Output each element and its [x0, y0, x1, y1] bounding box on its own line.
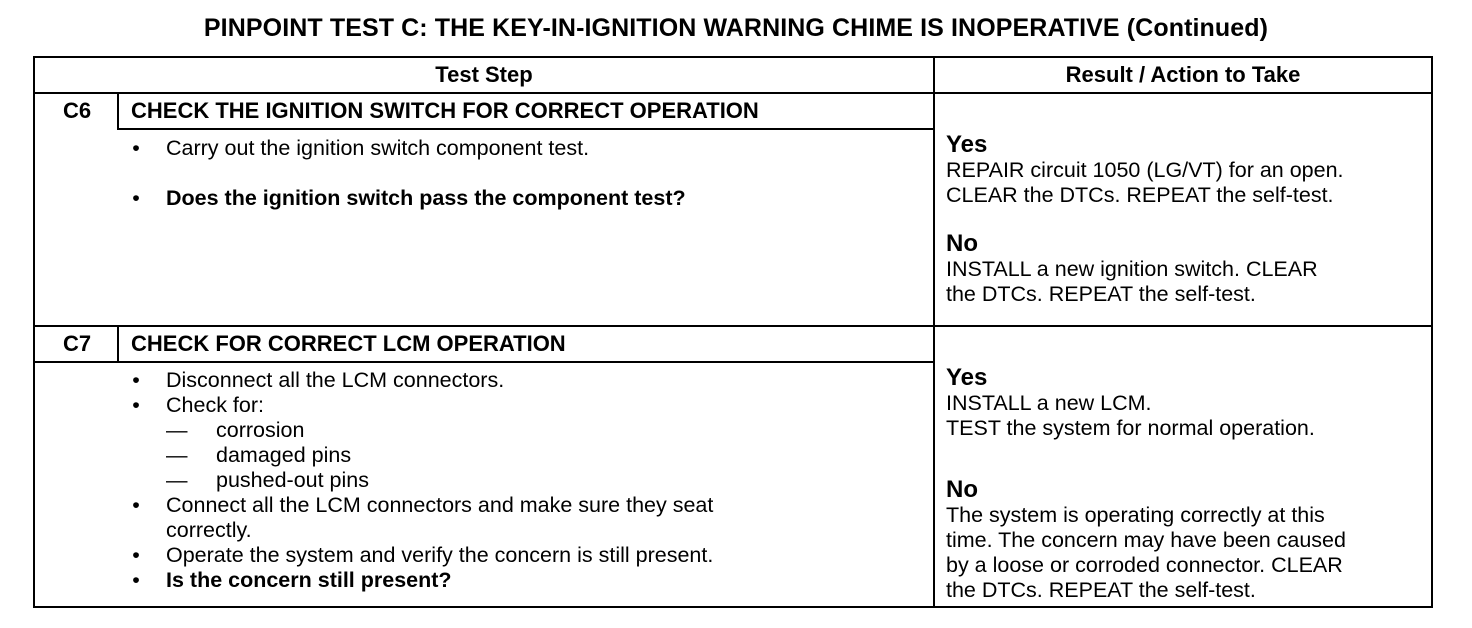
step-c6-instructions	[132, 136, 686, 211]
bullet-icon: •	[132, 136, 140, 160]
step-title-c6: CHECK THE IGNITION SWITCH FOR CORRECT OPERATION	[131, 98, 759, 123]
step-title-c7: CHECK FOR CORRECT LCM OPERATION	[131, 331, 566, 356]
dash-icon: —	[166, 468, 188, 492]
list-item: • Check for:	[166, 393, 713, 418]
header-result: Result / Action to Take	[1065, 62, 1301, 87]
list-item: — corrosion	[166, 418, 305, 442]
bullet-icon: •	[132, 543, 140, 567]
result-line: CLEAR the DTCs. REPEAT the self-test.	[946, 183, 1334, 207]
list-item: • Disconnect all the LCM connectors.	[166, 368, 713, 393]
pinpoint-test-table	[33, 56, 1433, 608]
result-c6-yes	[946, 132, 1344, 208]
bullet-icon: •	[132, 368, 140, 392]
yes-label: Yes	[946, 364, 988, 391]
list-item: — pushed-out pins	[166, 468, 369, 492]
step-id-divider-c6	[117, 94, 119, 128]
result-c7-yes	[946, 365, 1315, 441]
result-c7-no	[946, 477, 1346, 603]
result-line: the DTCs. REPEAT the self-test.	[946, 282, 1256, 306]
bullet-icon: •	[132, 186, 140, 210]
column-divider	[933, 58, 935, 606]
step-id-c7: C7	[62, 331, 92, 356]
step-id-c6: C6	[62, 98, 92, 123]
bullet-icon: •	[132, 393, 140, 417]
list-item: — damaged pins	[166, 443, 352, 467]
list-item: • Connect all the LCM connectors and make sure they seat correctly.	[166, 493, 713, 543]
dash-icon: —	[166, 418, 188, 442]
page-title: PINPOINT TEST C: THE KEY-IN-IGNITION WARNING CHIME IS INOPERATIVE (Continued)	[203, 14, 1269, 42]
result-line: TEST the system for normal operation.	[946, 416, 1315, 440]
dash-icon: —	[166, 443, 188, 467]
result-line: by a loose or corroded connector. CLEAR	[946, 553, 1343, 577]
result-line: The system is operating correctly at this	[946, 503, 1325, 527]
no-label: No	[946, 476, 978, 503]
result-line: REPAIR circuit 1050 (LG/VT) for an open.	[946, 158, 1344, 182]
step-c7-instructions	[132, 368, 714, 593]
step-title-divider-c6	[117, 128, 933, 130]
list-item: • Does the ignition switch pass the component test?	[166, 186, 686, 211]
list-item: • Is the concern still present?	[166, 568, 713, 593]
list-item: • Operate the system and verify the concern is still present.	[166, 543, 713, 568]
bullet-icon: •	[132, 493, 140, 517]
step-id-divider-c7	[117, 327, 119, 361]
result-line: INSTALL a new LCM.	[946, 391, 1152, 415]
result-line: time. The concern may have been caused	[946, 528, 1346, 552]
result-line: the DTCs. REPEAT the self-test.	[946, 578, 1256, 602]
bullet-icon: •	[132, 568, 140, 592]
no-label: No	[946, 230, 978, 257]
list-item: • Carry out the ignition switch component test.	[166, 136, 686, 161]
header-test-step: Test Step	[435, 62, 533, 87]
step-title-divider-c7	[35, 361, 933, 363]
yes-label: Yes	[946, 131, 988, 158]
result-line: INSTALL a new ignition switch. CLEAR	[946, 257, 1318, 281]
result-c6-no	[946, 231, 1318, 307]
